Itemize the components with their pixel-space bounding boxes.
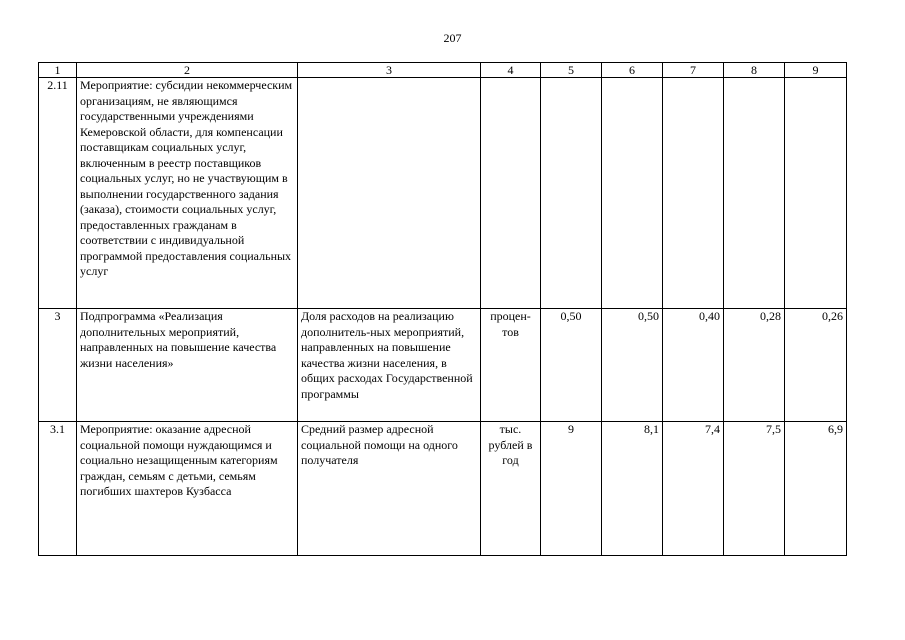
row-indicator: Доля расходов на реализацию дополнитель-ных мероприятий, направленных на повышение качества жизни населения, в общих расходах Государственной программы: [298, 309, 481, 422]
row-value-8: [724, 78, 785, 309]
row-value-5: 9: [541, 422, 602, 556]
row-value-7: [663, 78, 724, 309]
page-number: 207: [443, 31, 462, 45]
row-unit: процен-тов: [481, 309, 541, 422]
row-name: Мероприятие: оказание адресной социальной помощи нуждающимся и социально незащищенным категориям граждан, семьям с детьми, семьям погибших шахтеров Кузбасса: [77, 422, 298, 556]
row-number: 3.1: [39, 422, 77, 556]
row-value-6: [602, 78, 663, 309]
column-header: 4: [481, 63, 541, 78]
table-row: [39, 309, 847, 422]
row-number: 2.11: [39, 78, 77, 309]
row-value-8: 7,5: [724, 422, 785, 556]
row-value-9: 6,9: [785, 422, 847, 556]
column-header: 5: [541, 63, 602, 78]
row-unit: [481, 78, 541, 309]
column-header: 9: [785, 63, 847, 78]
row-value-6: 8,1: [602, 422, 663, 556]
table-row: [39, 78, 847, 309]
column-header: 7: [663, 63, 724, 78]
column-header: 8: [724, 63, 785, 78]
row-unit: тыс. рублей в год: [481, 422, 541, 556]
row-value-6: 0,50: [602, 309, 663, 422]
header-row: [39, 63, 847, 78]
row-value-9: [785, 78, 847, 309]
row-number: 3: [39, 309, 77, 422]
row-value-5: 0,50: [541, 309, 602, 422]
row-value-5: [541, 78, 602, 309]
row-value-7: 0,40: [663, 309, 724, 422]
row-indicator: Средний размер адресной социальной помощи на одного получателя: [298, 422, 481, 556]
column-header: 2: [77, 63, 298, 78]
column-header: 3: [298, 63, 481, 78]
row-value-8: 0,28: [724, 309, 785, 422]
column-header: 1: [39, 63, 77, 78]
row-value-7: 7,4: [663, 422, 724, 556]
indicators-table: [38, 62, 847, 556]
column-header: 6: [602, 63, 663, 78]
row-value-9: 0,26: [785, 309, 847, 422]
row-name: Мероприятие: субсидии некоммерческим организациям, не являющимся государственными учреждениями Кемеровской области, для компенсации поставщикам социальных услуг, включенным в реестр поставщиков социальных услуг, но не участвующим в выполнении государственного задания (заказа), стоимости социальных услуг, предоставленных гражданам в соответствии с индивидуальной программой предоставления социальных услуг: [77, 78, 298, 309]
row-name: Подпрограмма «Реализация дополнительных мероприятий, направленных на повышение качества жизни населения»: [77, 309, 298, 422]
table-row: [39, 422, 847, 556]
row-indicator: [298, 78, 481, 309]
